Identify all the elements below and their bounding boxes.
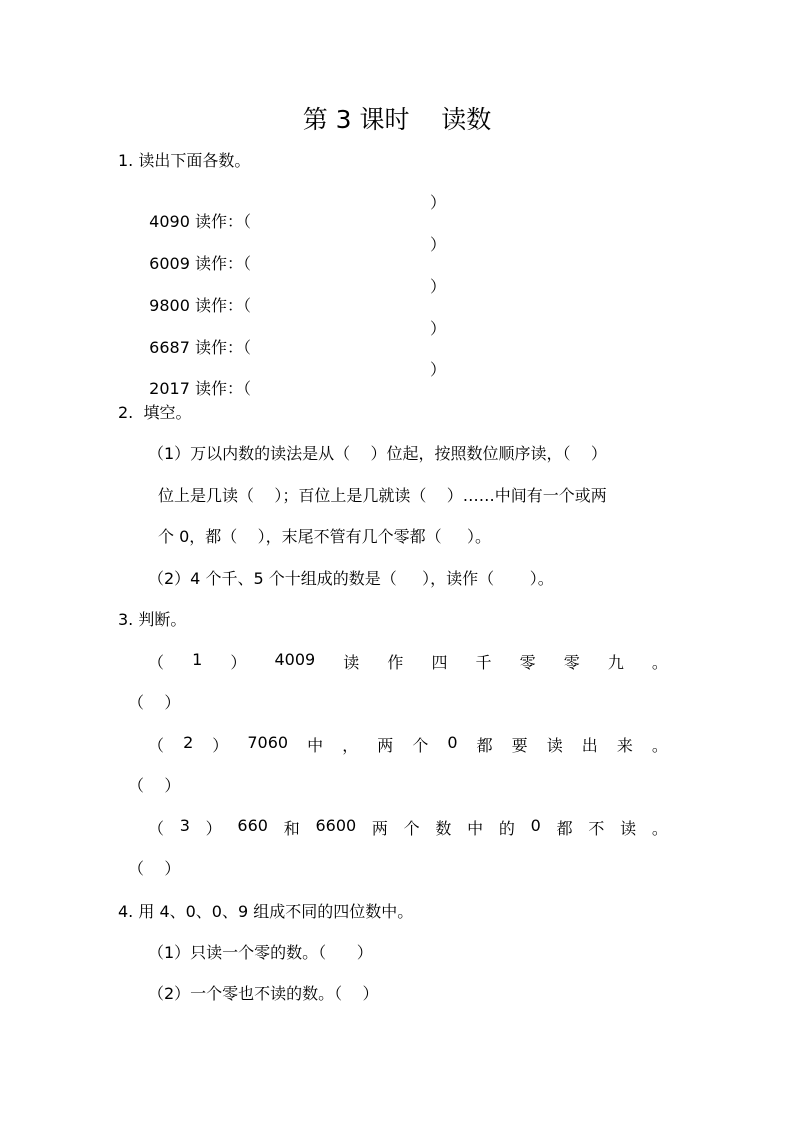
q3-item-3-token: 。 [651,819,668,838]
q3-item-1-token: 4009 [274,650,316,669]
q3-item-3-token: 不 [588,819,605,838]
q1-item-4 [139,316,251,358]
q3-item-3-token: 和 [283,819,300,838]
q3-item-1-answer: （ ） [128,693,181,712]
q1-item-5-close: ） [430,360,447,379]
q2-part1-line1: （1）万以内数的读法是从（ ）位起，按照数位顺序读，（ ） [148,444,607,463]
q3-item-3-token: 读 [620,819,637,838]
q2-part1-line3: 个 0，都（ ），末尾不管有几个零都（ ）。 [158,527,492,546]
q3-item-2-token: 个 [412,736,429,755]
q1-item-4-label: 6687 读作：（ [149,338,251,357]
q3-item-3 [148,816,668,839]
q1-item-2 [139,232,251,274]
q3-item-1-token: 1 [192,650,203,669]
q3-item-1-token: （ [148,653,165,672]
q2-heading: 2. 填空。 [118,403,192,422]
q3-item-2-token: 2 [183,733,194,752]
q3-item-1-token: 读 [343,653,360,672]
q1-item-5 [139,357,251,399]
q1-item-3 [139,274,251,316]
q3-item-1-token: 。 [651,653,668,672]
q3-item-1-token: ） [230,653,247,672]
q3-item-3-token: ） [205,819,222,838]
q3-item-2-token: 中 [307,736,324,755]
q3-item-2-token: 来 [616,736,633,755]
q3-heading: 3. 判断。 [118,610,187,629]
q1-item-1-close: ） [430,193,447,212]
page-title: 第 3 课时 读数 [302,105,492,134]
q1-item-5-label: 2017 读作：（ [149,379,251,398]
q3-item-2 [148,733,668,756]
q3-item-2-token: 两 [377,736,394,755]
q4-heading: 4. 用 4、0、0、9 组成不同的四位数中。 [118,902,414,921]
q3-item-2-token: （ [148,736,165,755]
q1-item-2-close: ） [430,235,447,254]
q3-item-3-token: 的 [498,819,515,838]
q3-item-2-token: 7060 [247,733,289,752]
q3-item-1-token: 九 [607,653,624,672]
q3-item-1-token: 作 [387,653,404,672]
q3-item-2-token: 要 [511,736,528,755]
q3-item-2-token: 出 [581,736,598,755]
q3-item-3-token: 数 [435,819,452,838]
q1-item-3-close: ） [430,277,447,296]
q3-item-3-answer: （ ） [128,859,181,878]
q1-heading: 1. 读出下面各数。 [118,151,251,170]
q2-part2: （2）4 个千、5 个十组成的数是（ ），读作（ ）。 [148,569,554,588]
q3-item-2-token: 读 [546,736,563,755]
q1-item-4-close: ） [430,319,447,338]
q3-item-2-answer: （ ） [128,776,181,795]
q3-item-3-token: 中 [467,819,484,838]
q3-item-3-token: 6600 [315,816,357,835]
q3-item-2-token: 。 [651,736,668,755]
q3-item-1-token: 零 [519,653,536,672]
q3-item-3-token: 两 [371,819,388,838]
q1-item-3-label: 9800 读作：（ [149,296,251,315]
q3-item-2-token: 都 [476,736,493,755]
q3-item-1 [148,650,668,673]
q3-item-2-token: ） [212,736,229,755]
q2-part1-line2: 位上是几读（ ）；百位上是几就读（ ）……中间有一个或两 [158,486,607,505]
q3-item-3-token: 都 [556,819,573,838]
q1-item-1-label: 4090 读作：（ [149,212,251,231]
q3-item-2-token: 0 [447,733,458,752]
q3-item-3-token: 3 [179,816,190,835]
q3-item-3-token: 个 [403,819,420,838]
q3-item-1-token: 千 [475,653,492,672]
q1-item-2-label: 6009 读作：（ [149,254,251,273]
q3-item-3-token: 0 [530,816,541,835]
q3-item-2-token: ， [342,736,359,755]
q3-item-1-token: 四 [431,653,448,672]
q3-item-3-token: 660 [237,816,268,835]
q1-item-1 [139,190,251,232]
q4-part1: （1）只读一个零的数。（ ） [148,943,373,962]
q4-part2: （2）一个零也不读的数。（ ） [148,984,379,1003]
q3-item-3-token: （ [148,819,165,838]
q3-item-1-token: 零 [563,653,580,672]
